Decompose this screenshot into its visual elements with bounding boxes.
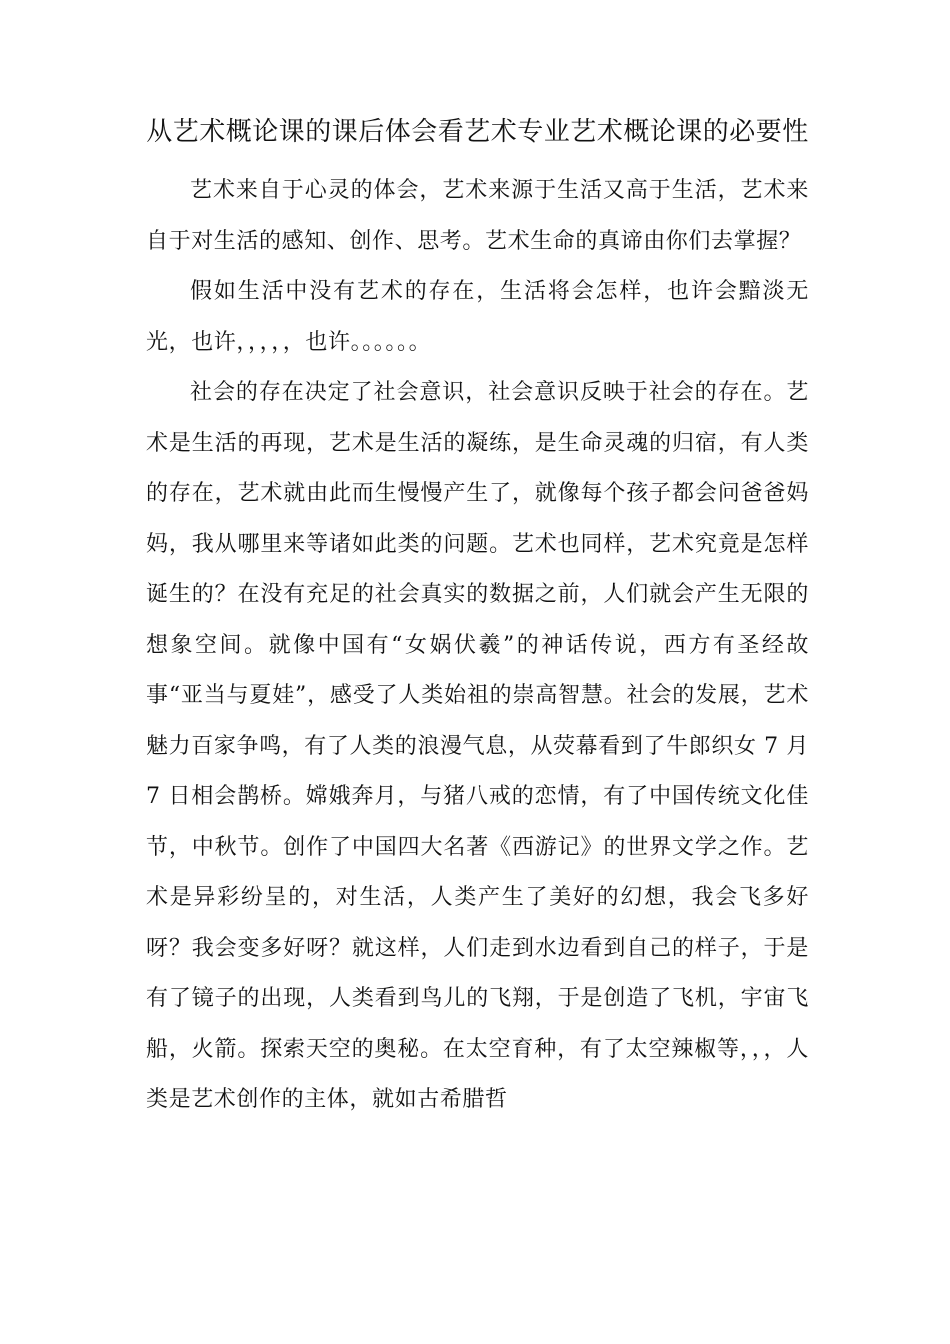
document-title: 从艺术概论课的课后体会看艺术专业艺术概论课的必要性	[146, 117, 809, 147]
document-page	[146, 110, 809, 1126]
paragraph-1: 艺术来自于心灵的体会，艺术来源于生活又高于生活，艺术来自于对生活的感知、创作、思考。艺术生命的真谛由你们去掌握？	[146, 178, 809, 254]
paragraph-3: 社会的存在决定了社会意识，社会意识反映于社会的存在。艺术是生活的再现，艺术是生活的凝练，是生命灵魂的归宿，有人类的存在，艺术就由此而生慢慢产生了，就像每个孩子都会问爸爸妈妈，我从哪里来等诸如此类的问题。艺术也同样，艺术究竟是怎样诞生的？在没有充足的社会真实的数据之前，人们就会产生无限的想象空间。就像中国有“女娲伏羲”的神话传说，西方有圣经故事“亚当与夏娃”，感受了人类始祖的崇高智慧。社会的发展，艺术魅力百家争鸣，有了人类的浪漫气息，从荧幕看到了牛郎织女 7 月 7 日相会鹊桥。嫦娥奔月，与猪八戒的恋情，有了中国传统文化佳节，中秋节。创作了中国四大名著《西游记》的世界文学之作。艺术是异彩纷呈的，对生活，人类产生了美好的幻想，我会飞多好呀？我会变多好呀？就这样，人们走到水边看到自己的样子，于是有了镜子的出现，人类看到鸟儿的飞翔，于是创造了飞机，宇宙飞船，火箭。探索天空的奥秘。在太空育种，有了太空辣椒等，，，人类是艺术创作的主体，就如古希腊哲	[146, 380, 809, 1112]
paragraph-2: 假如生活中没有艺术的存在，生活将会怎样，也许会黯淡无光，也许，，，，，也许。。。。。。	[146, 279, 809, 355]
